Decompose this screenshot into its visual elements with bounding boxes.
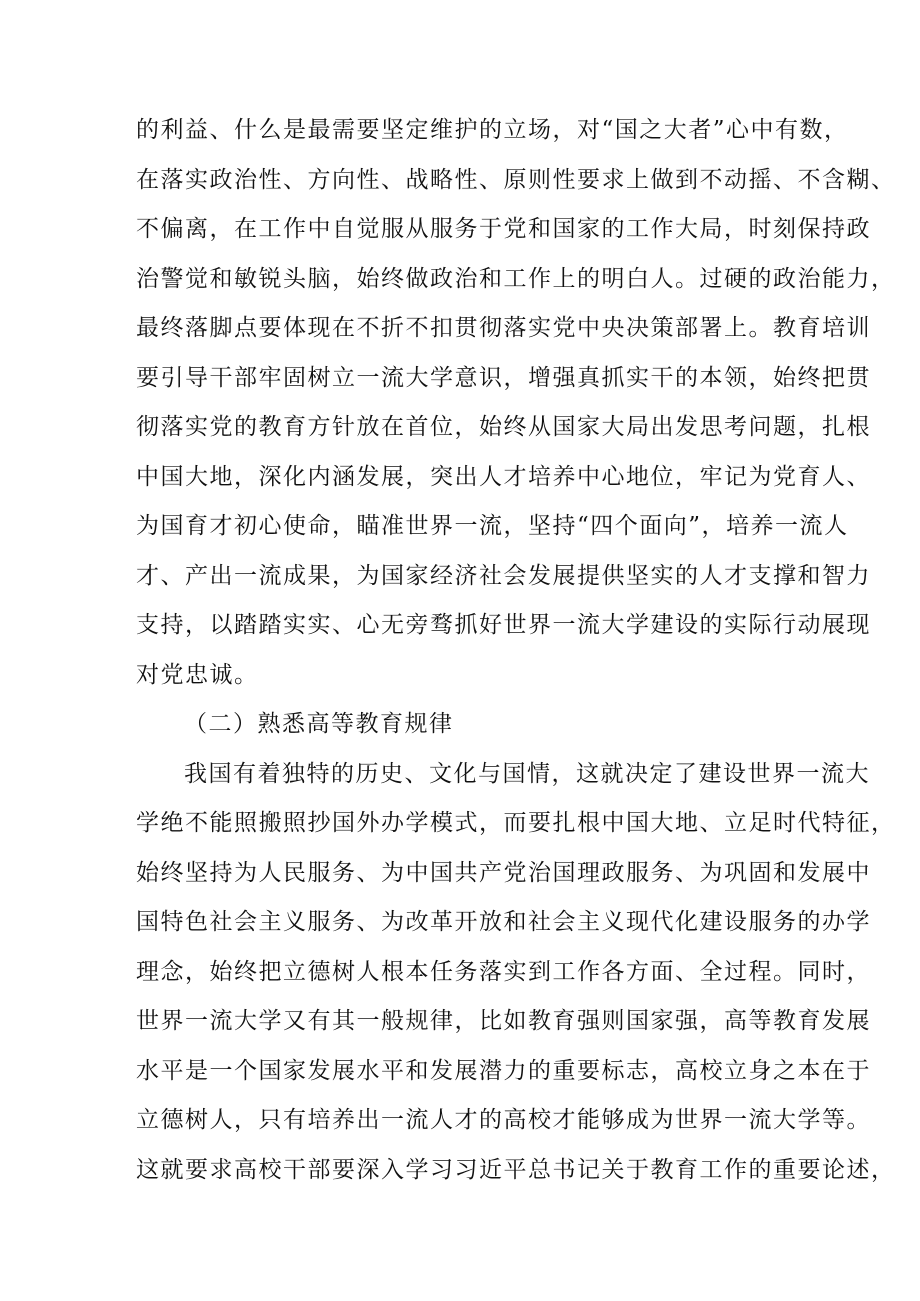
paragraph-1-line-2: 在落实政治性、方向性、战略性、原则性要求上做到不动摇、不含糊、 bbox=[136, 167, 896, 193]
paragraph-1-line-3: 不偏离，在工作中自觉服从服务于党和国家的工作大局，时刻保持政 bbox=[136, 216, 871, 242]
paragraph-2-line-1: 我国有着独特的历史、文化与国情，这就决定了建设世界一流大 bbox=[184, 761, 870, 787]
paragraph-1-line-4: 治警觉和敏锐头脑，始终做政治和工作上的明白人。过硬的政治能力， bbox=[136, 266, 896, 292]
paragraph-2-line-5: 理念，始终把立德树人根本任务落实到工作各方面、全过程。同时， bbox=[136, 959, 871, 985]
paragraph-2-line-7: 水平是一个国家发展水平和发展潜力的重要标志，高校立身之本在于 bbox=[136, 1058, 871, 1084]
paragraph-2-line-9: 这就要求高校干部要深入学习习近平总书记关于教育工作的重要论述， bbox=[136, 1157, 896, 1183]
section-heading: （二）熟悉高等教育规律 bbox=[184, 711, 454, 737]
paragraph-1-line-6: 要引导干部牢固树立一流大学意识，增强真抓实干的本领，始终把贯 bbox=[136, 365, 871, 391]
paragraph-1-line-11: 支持，以踏踏实实、心无旁骛抓好世界一流大学建设的实际行动展现 bbox=[136, 612, 871, 638]
paragraph-2-line-2: 学绝不能照搬照抄国外办学模式，而要扎根中国大地、立足时代特征， bbox=[136, 810, 896, 836]
paragraph-1-line-5: 最终落脚点要体现在不折不扣贯彻落实党中央决策部署上。教育培训 bbox=[136, 315, 871, 341]
paragraph-1-line-10: 才、产出一流成果，为国家经济社会发展提供坚实的人才支撑和智力 bbox=[136, 563, 871, 589]
paragraph-2-line-4: 国特色社会主义服务、为改革开放和社会主义现代化建设服务的办学 bbox=[136, 909, 871, 935]
paragraph-2-line-6: 世界一流大学又有其一般规律，比如教育强则国家强，高等教育发展 bbox=[136, 1008, 871, 1034]
paragraph-1-line-9: 为国育才初心使命，瞄准世界一流，坚持“四个面向”，培养一流人 bbox=[136, 513, 849, 539]
paragraph-2-line-8: 立德树人，只有培养出一流人才的高校才能够成为世界一流大学等。 bbox=[136, 1107, 871, 1133]
paragraph-1-line-8: 中国大地，深化内涵发展，突出人才培养中心地位，牢记为党育人、 bbox=[136, 464, 871, 490]
paragraph-1-line-1: 的利益、什么是最需要坚定维护的立场，对“国之大者”心中有数， bbox=[136, 117, 849, 143]
paragraph-2-line-3: 始终坚持为人民服务、为中国共产党治国理政服务、为巩固和发展中 bbox=[136, 860, 871, 886]
paragraph-1-line-12: 对党忠诚。 bbox=[136, 662, 259, 688]
paragraph-1-line-7: 彻落实党的教育方针放在首位，始终从国家大局出发思考问题，扎根 bbox=[136, 414, 871, 440]
